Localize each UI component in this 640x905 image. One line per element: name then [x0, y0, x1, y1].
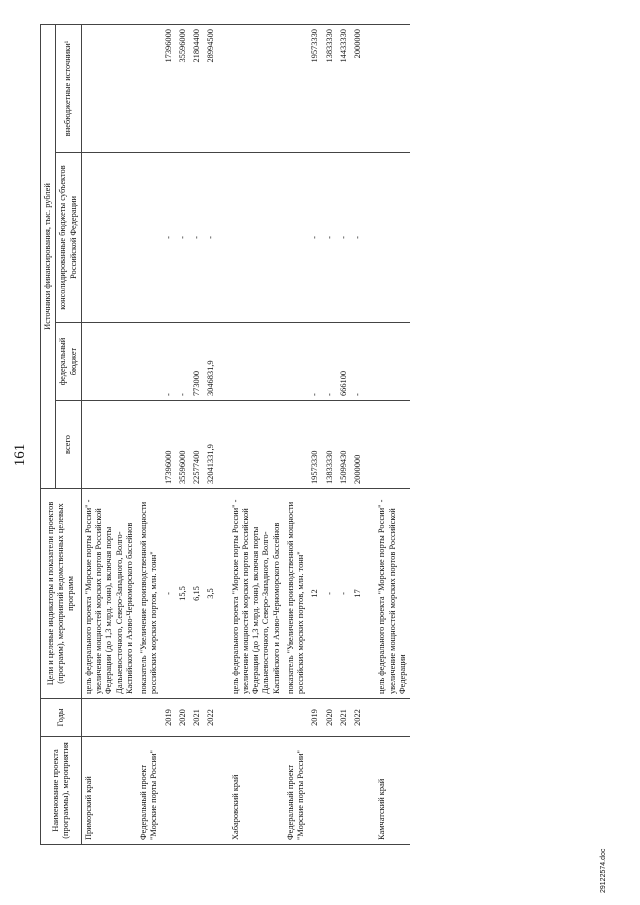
empty-cell: [284, 323, 309, 401]
empty-cell: [219, 153, 229, 323]
goal-text: цель федерального проекта "Морские порты России" - увеличение мощностей морских портов Российской Федерации: [375, 489, 410, 699]
total-cell: 13833330: [323, 401, 337, 489]
region-name: Камчатский край: [375, 737, 410, 845]
total-cell: 22577400: [190, 401, 204, 489]
empty-cell: [137, 153, 162, 323]
federal-cell: -: [162, 323, 176, 401]
federal-cell: -: [323, 323, 337, 401]
page-number: 161: [12, 443, 28, 467]
empty-cell: [219, 699, 229, 737]
empty-cell: [375, 401, 410, 489]
empty-cell: [365, 323, 375, 401]
empty-cell: [162, 737, 176, 845]
indicator-text: показатель "Увеличение производственной мощности российских морских портов, млн. тонн": [284, 489, 309, 699]
regional-cell: -: [162, 153, 176, 323]
empty-cell: [375, 25, 410, 153]
year-cell: 2020: [323, 699, 337, 737]
empty-cell: [190, 737, 204, 845]
header-federal: федеральный бюджет: [56, 323, 82, 401]
federal-cell: -: [176, 323, 190, 401]
header-total: всего: [56, 401, 82, 489]
empty-cell: [284, 25, 309, 153]
total-cell: 2000000: [351, 401, 365, 489]
federal-cell: -: [351, 323, 365, 401]
total-cell: 32041331,9: [204, 401, 218, 489]
project-row: [284, 25, 309, 845]
empty-cell: [351, 737, 365, 845]
header-sources: Источники финансирования, тыс. рублей: [41, 25, 56, 489]
project-name: Федеральный проект "Морские порты России": [137, 737, 162, 845]
empty-cell: [137, 401, 162, 489]
total-cell: 17396000: [162, 401, 176, 489]
header-years: Годы: [41, 699, 82, 737]
indicator-value-cell: -: [162, 489, 176, 699]
spacer-row: [219, 25, 229, 845]
extra-cell: 2000000: [351, 25, 365, 153]
indicator-value-cell: 3,5: [204, 489, 218, 699]
regional-cell: -: [190, 153, 204, 323]
spacer-row: [365, 25, 375, 845]
table-row: [323, 25, 337, 845]
region-name: Хабаровский край: [229, 737, 284, 845]
empty-cell: [375, 699, 410, 737]
indicator-value-cell: 15,5: [176, 489, 190, 699]
header-extra: внебюджетные источники¹: [56, 25, 82, 153]
total-cell: 19573330: [308, 401, 322, 489]
empty-cell: [365, 401, 375, 489]
empty-cell: [137, 699, 162, 737]
empty-cell: [229, 323, 284, 401]
extra-cell: 14433330: [337, 25, 351, 153]
empty-cell: [81, 401, 137, 489]
empty-cell: [365, 489, 375, 699]
table-row: [351, 25, 365, 845]
empty-cell: [81, 699, 137, 737]
federal-cell: 666100: [337, 323, 351, 401]
total-cell: 15099430: [337, 401, 351, 489]
document-id: 29122574.doc: [600, 848, 607, 893]
empty-cell: [365, 153, 375, 323]
indicator-text: показатель "Увеличение производственной мощности российских морских портов, млн. тонн": [137, 489, 162, 699]
extra-cell: 17396000: [162, 25, 176, 153]
year-cell: 2021: [337, 699, 351, 737]
project-row: [137, 25, 162, 845]
empty-cell: [81, 25, 137, 153]
goal-text: цель федерального проекта "Морские порты России" - увеличение мощностей морских портов Российской Федерации (до 1,3 млрд. тонн), включая порты Дальневосточного, Северо-Западного, Волго-Каспийского и Азово-Черноморского бассейнов: [81, 489, 137, 699]
header-goals: Цели и целевые индикаторы и показатели проектов (программ), мероприятий ведомственных целевых программ: [41, 489, 82, 699]
section-header-row: [81, 25, 137, 845]
empty-cell: [81, 323, 137, 401]
extra-cell: 28994500: [204, 25, 218, 153]
empty-cell: [137, 323, 162, 401]
extra-cell: 13833330: [323, 25, 337, 153]
section-header-row: [375, 25, 410, 845]
empty-cell: [323, 737, 337, 845]
table-row: [204, 25, 218, 845]
empty-cell: [204, 737, 218, 845]
indicator-value-cell: 17: [351, 489, 365, 699]
project-name: Федеральный проект "Морские порты России": [284, 737, 309, 845]
empty-cell: [284, 401, 309, 489]
regional-cell: -: [337, 153, 351, 323]
extra-cell: 35596000: [176, 25, 190, 153]
financing-table: [40, 24, 410, 845]
section-header-row: [229, 25, 284, 845]
year-cell: 2022: [351, 699, 365, 737]
regional-cell: -: [308, 153, 322, 323]
empty-cell: [308, 737, 322, 845]
empty-cell: [365, 737, 375, 845]
empty-cell: [284, 153, 309, 323]
empty-cell: [219, 489, 229, 699]
empty-cell: [365, 25, 375, 153]
empty-cell: [229, 699, 284, 737]
empty-cell: [229, 25, 284, 153]
empty-cell: [219, 737, 229, 845]
extra-cell: 21804400: [190, 25, 204, 153]
table-row: [176, 25, 190, 845]
empty-cell: [337, 737, 351, 845]
table-body: [81, 25, 410, 845]
regional-cell: -: [323, 153, 337, 323]
region-name: Приморский край: [81, 737, 137, 845]
empty-cell: [375, 323, 410, 401]
empty-cell: [229, 401, 284, 489]
regional-cell: -: [351, 153, 365, 323]
year-cell: 2022: [204, 699, 218, 737]
table-row: [337, 25, 351, 845]
total-cell: 35596000: [176, 401, 190, 489]
indicator-value-cell: -: [323, 489, 337, 699]
empty-cell: [219, 401, 229, 489]
empty-cell: [375, 153, 410, 323]
header-name: Наименование проекта (программы), мероприятия: [41, 737, 82, 845]
empty-cell: [365, 699, 375, 737]
indicator-value-cell: -: [337, 489, 351, 699]
empty-cell: [284, 699, 309, 737]
empty-cell: [176, 737, 190, 845]
empty-cell: [137, 25, 162, 153]
indicator-value-cell: 6,15: [190, 489, 204, 699]
year-cell: 2020: [176, 699, 190, 737]
year-cell: 2019: [308, 699, 322, 737]
table-row: [162, 25, 176, 845]
indicator-value-cell: 12: [308, 489, 322, 699]
empty-cell: [81, 153, 137, 323]
table-row: [190, 25, 204, 845]
year-cell: 2021: [190, 699, 204, 737]
empty-cell: [229, 153, 284, 323]
table-row: [308, 25, 322, 845]
goal-text: цель федерального проекта "Морские порты России" - увеличение мощностей морских портов Российской Федерации (до 1,3 млрд. тонн), включая порты Дальневосточного, Северо-Западного, Волго-Каспийского и Азово-Черноморского бассейнов: [229, 489, 284, 699]
header-regional: консолидированные бюджеты субъектов Российской Федерации: [56, 153, 82, 323]
extra-cell: 19573330: [308, 25, 322, 153]
federal-cell: 773000: [190, 323, 204, 401]
regional-cell: -: [204, 153, 218, 323]
regional-cell: -: [176, 153, 190, 323]
empty-cell: [219, 25, 229, 153]
empty-cell: [219, 323, 229, 401]
federal-cell: 3046831,9: [204, 323, 218, 401]
year-cell: 2019: [162, 699, 176, 737]
federal-cell: -: [308, 323, 322, 401]
